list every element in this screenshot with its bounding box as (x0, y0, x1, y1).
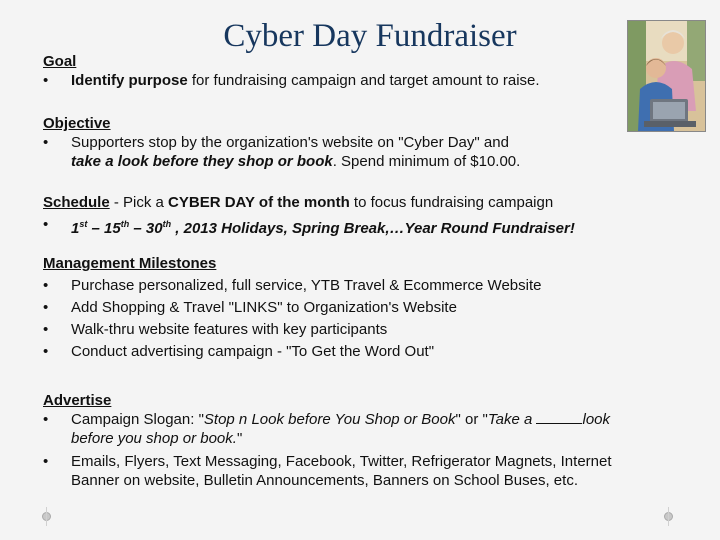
slogan-prefix: Campaign Slogan: " (71, 411, 204, 428)
slogan-2c: before you shop or book. (71, 430, 237, 447)
objective-heading: Objective (43, 115, 111, 132)
schedule-rest: to focus fundraising campaign (349, 194, 554, 211)
schedule-heading: Schedule (43, 194, 110, 211)
slogan-1: Stop n Look before You Shop or Book (203, 411, 456, 428)
objective-item (43, 133, 520, 171)
schedule-dash-1: – 15 (87, 220, 121, 237)
advertise-slogan-item (43, 410, 612, 448)
slogan-line-1 (71, 410, 612, 429)
bullet-icon: • (43, 321, 49, 338)
advertise-media-item (43, 452, 612, 490)
media-line-2: Banner on website, Bulletin Announcements, Banners on School Buses, etc. (71, 472, 578, 489)
milestones-heading: Management Milestones (43, 255, 217, 272)
goal-section (43, 52, 540, 90)
schedule-item (43, 215, 575, 238)
bullet-icon: • (43, 453, 49, 470)
schedule-of-month: of the month (254, 194, 350, 211)
slogan-2b: look (582, 411, 611, 428)
schedule-dash-2: – 30 (129, 220, 163, 237)
schedule-sup-3: th (162, 219, 172, 229)
schedule-sep: - Pick a (109, 194, 169, 211)
schedule-tail: , 2013 Holidays, Spring Break,…Year Round Fundraiser! (171, 220, 575, 237)
schedule-cyber-day: CYBER DAY (168, 194, 255, 211)
slogan-line-2 (71, 429, 612, 448)
milestone-text: Add Shopping & Travel "LINKS" to Organization's Website (71, 299, 457, 316)
photo-illustration (628, 21, 705, 131)
bullet-icon: • (43, 216, 49, 233)
milestone-text: Walk-thru website features with key participants (71, 321, 388, 338)
bullet-icon: • (43, 299, 49, 316)
schedule-d1: 1 (71, 220, 80, 237)
bullet-icon: • (43, 343, 49, 360)
milestone-item (43, 276, 541, 295)
schedule-section (43, 193, 575, 238)
slide-title: Cyber Day Fundraiser (223, 18, 517, 54)
goal-item-text: for fundraising campaign and target amount to raise. (187, 72, 540, 89)
objective-line-2-rest: . Spend minimum of $10.00. (332, 153, 521, 170)
slogan-mid: " or " (455, 411, 488, 428)
slogan-end: " (236, 430, 243, 447)
objective-line-2 (71, 152, 520, 171)
slogan-blank (536, 411, 582, 424)
bullet-icon: • (43, 134, 49, 151)
decorative-dot-left (42, 512, 51, 521)
milestone-item (43, 342, 541, 361)
milestone-text: Purchase personalized, full service, YTB Travel & Ecommerce Website (71, 277, 542, 294)
bullet-icon: • (43, 411, 49, 428)
photo-grandparent-and-child-at-laptop (627, 20, 706, 132)
slogan-2a: Take a (487, 411, 537, 428)
milestones-section (43, 254, 541, 361)
advertise-section (43, 391, 612, 490)
bullet-icon: • (43, 277, 49, 294)
milestone-item (43, 298, 541, 317)
schedule-header-line (43, 193, 575, 212)
media-line-1: Emails, Flyers, Text Messaging, Facebook, Twitter, Refrigerator Magnets, Internet (71, 453, 612, 470)
goal-item (43, 71, 540, 90)
schedule-sup-2: th (120, 219, 130, 229)
bullet-icon: • (43, 72, 49, 89)
milestone-text: Conduct advertising campaign - "To Get the Word Out" (71, 343, 435, 360)
goal-heading: Goal (43, 53, 77, 70)
goal-item-bold: Identify purpose (71, 72, 188, 89)
milestone-item (43, 320, 541, 339)
objective-line-1: Supporters stop by the organization's website on "Cyber Day" and (71, 134, 509, 151)
objective-emphasis: take a look before they shop or book (71, 153, 333, 170)
objective-section (43, 114, 520, 171)
decorative-dot-right (664, 512, 673, 521)
schedule-sup-1: st (79, 219, 88, 229)
advertise-heading: Advertise (43, 392, 112, 409)
